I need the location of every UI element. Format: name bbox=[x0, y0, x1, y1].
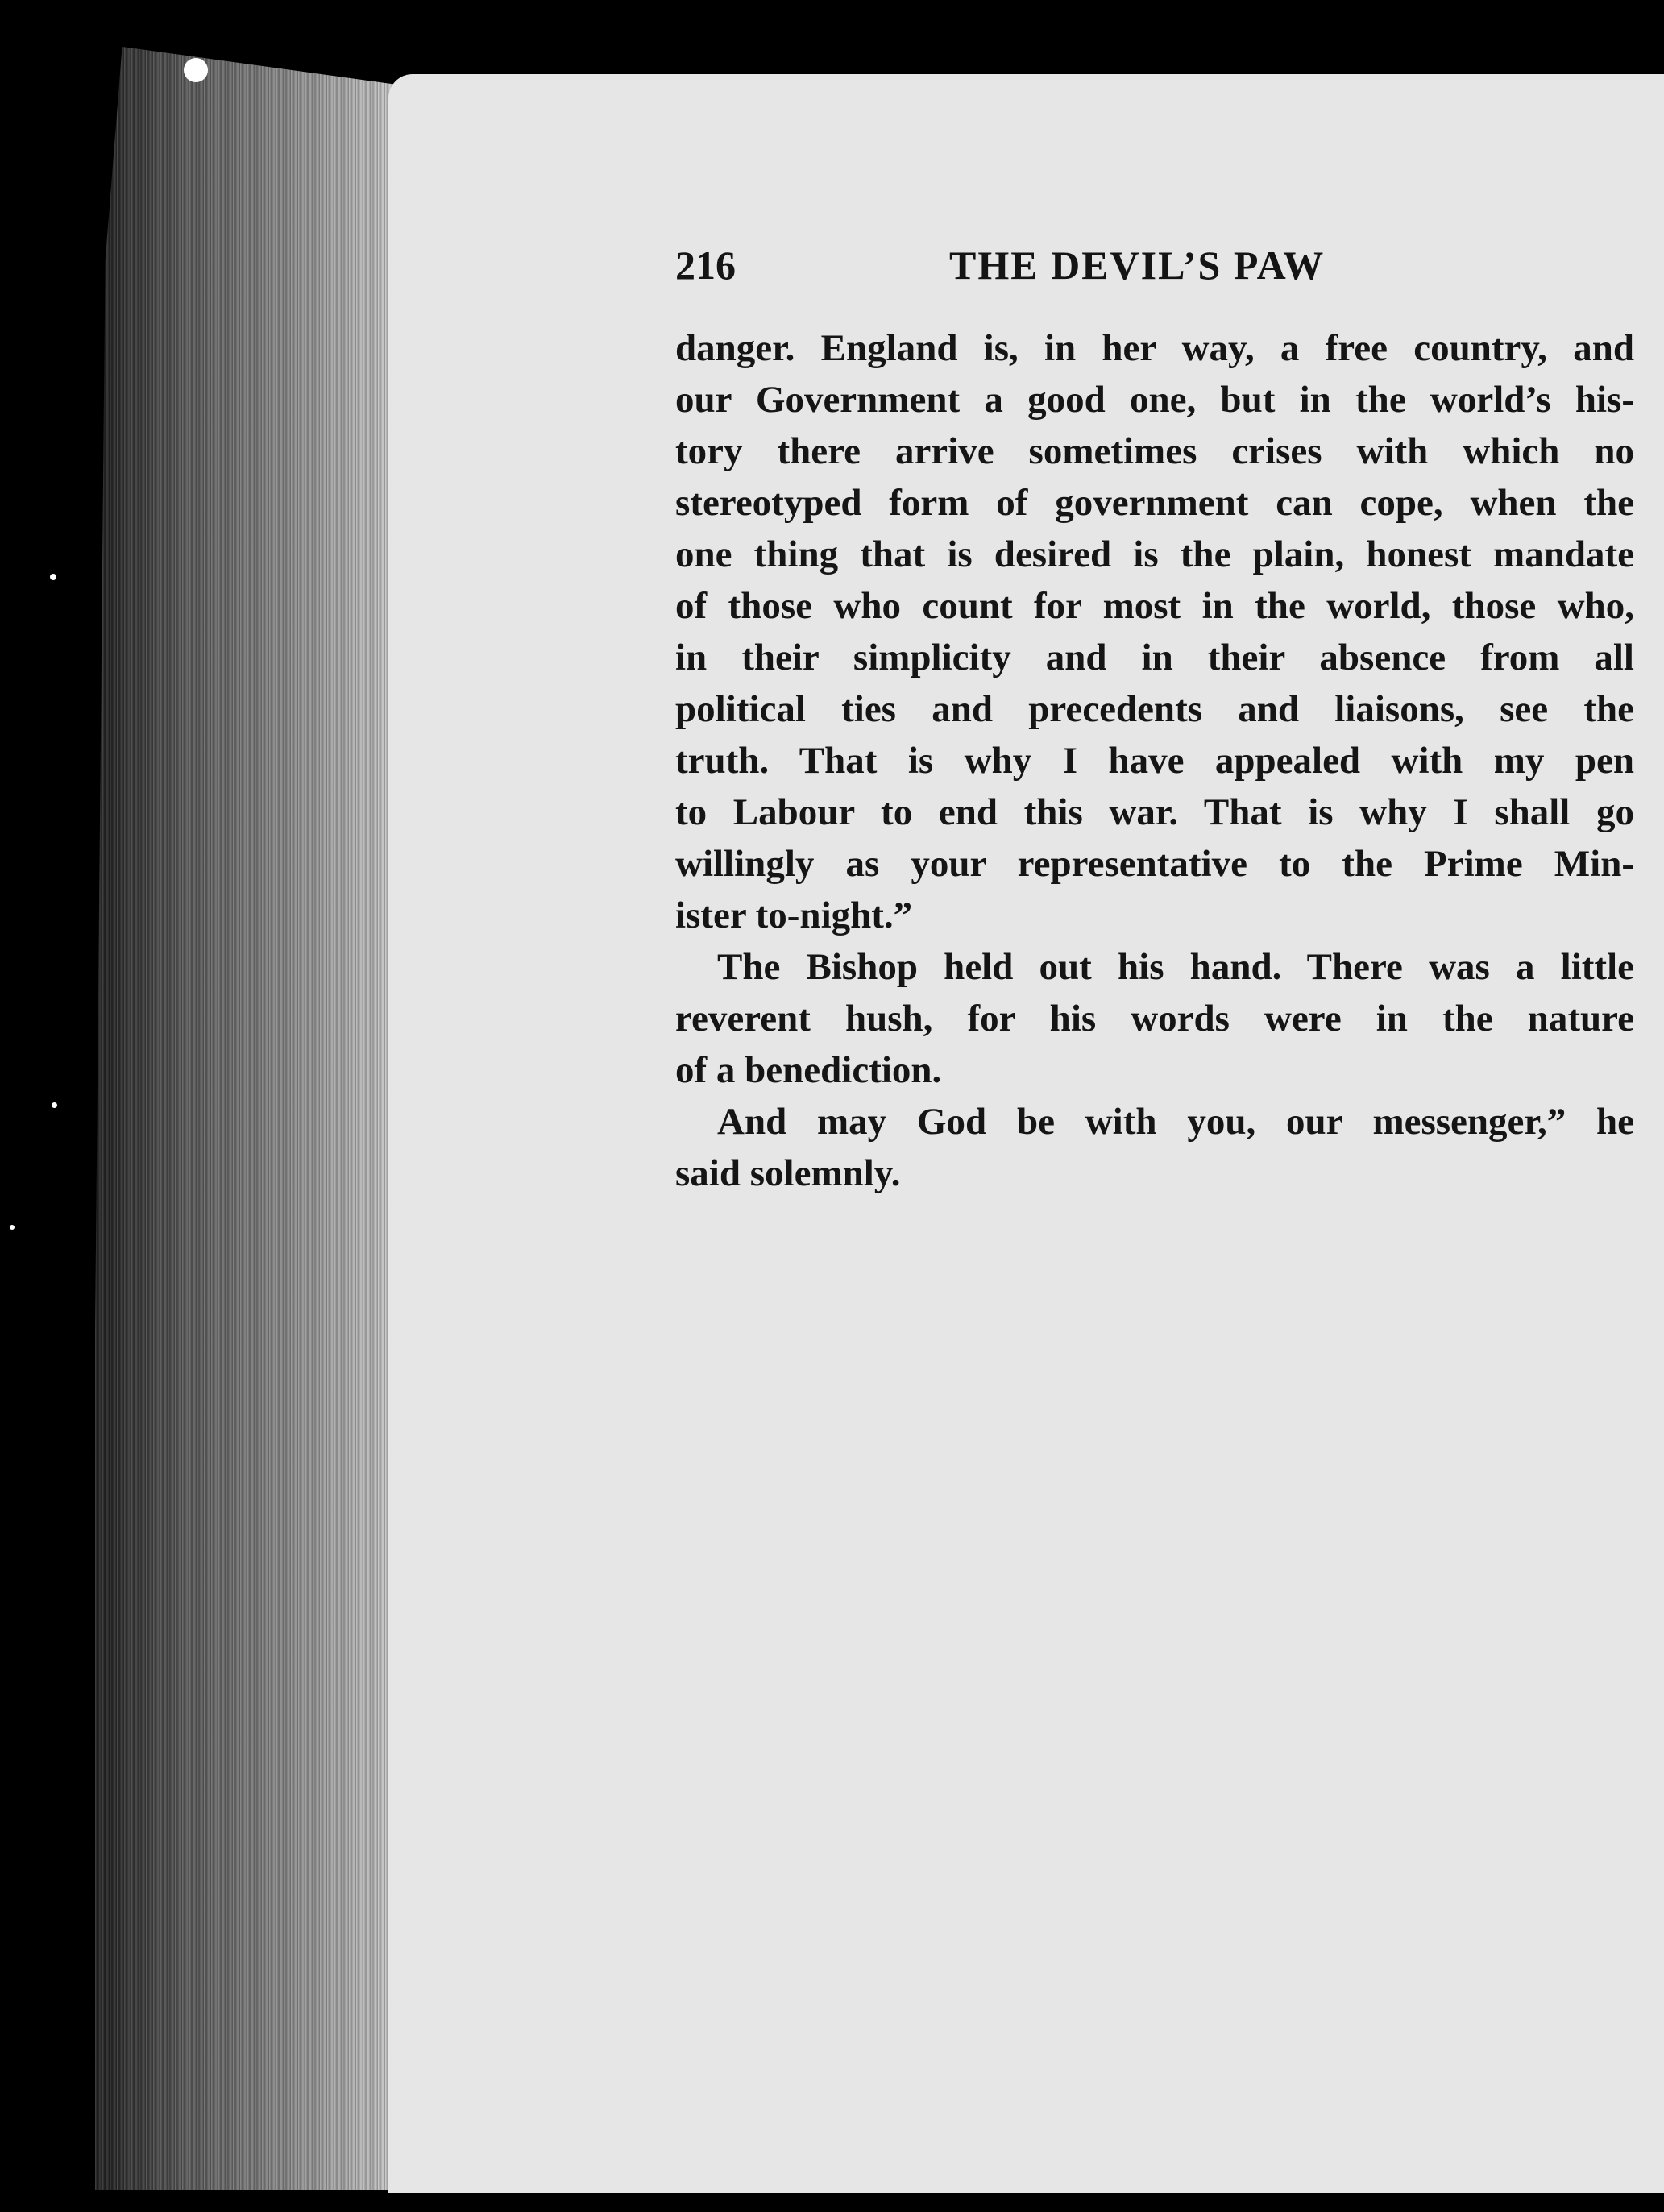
text-line: one thing that is desired is the plain, honest mandate bbox=[675, 533, 1634, 575]
text-line: in their simplicity and in their absence from all bbox=[675, 637, 1634, 679]
text-line: political ties and precedents and liaisons, see the bbox=[675, 688, 1634, 730]
text-line: tory there arrive sometimes crises with which no bbox=[675, 430, 1634, 472]
paragraph bbox=[675, 322, 1634, 941]
scan-speck bbox=[52, 1102, 57, 1108]
paragraph bbox=[675, 941, 1634, 1096]
text-line: stereotyped form of government can cope, when the bbox=[675, 482, 1634, 524]
body-text bbox=[675, 322, 1634, 1199]
text-line: The Bishop held out his hand. There was a little bbox=[717, 946, 1634, 988]
scan-speck bbox=[184, 58, 208, 82]
text-line: truth. That is why I have appealed with my pen bbox=[675, 740, 1634, 782]
text-line: of a benediction. bbox=[675, 1049, 942, 1091]
page-header bbox=[675, 242, 1634, 306]
page-number: 216 bbox=[675, 243, 736, 288]
running-title: THE DEVIL’S PAW bbox=[949, 243, 1326, 288]
text-line: of those who count for most in the world, those who, bbox=[675, 585, 1634, 627]
text-line: said solemnly. bbox=[675, 1152, 901, 1194]
text-line: ister to-night.” bbox=[675, 894, 913, 936]
book-page-edges bbox=[95, 47, 434, 2190]
scan-speck bbox=[50, 574, 56, 580]
text-line: danger. England is, in her way, a free country, and bbox=[675, 327, 1634, 369]
text-line: to Labour to end this war. That is why I shall go bbox=[675, 791, 1634, 833]
scan-speck bbox=[10, 1225, 15, 1230]
text-line: And may God be with you, our messenger,” he bbox=[717, 1101, 1634, 1143]
text-line: willingly as your representative to the Prime Min- bbox=[675, 843, 1634, 885]
text-line: our Government a good one, but in the world’s his- bbox=[675, 379, 1634, 421]
text-line: reverent hush, for his words were in the nature bbox=[675, 998, 1634, 1040]
paragraph bbox=[675, 1096, 1634, 1199]
